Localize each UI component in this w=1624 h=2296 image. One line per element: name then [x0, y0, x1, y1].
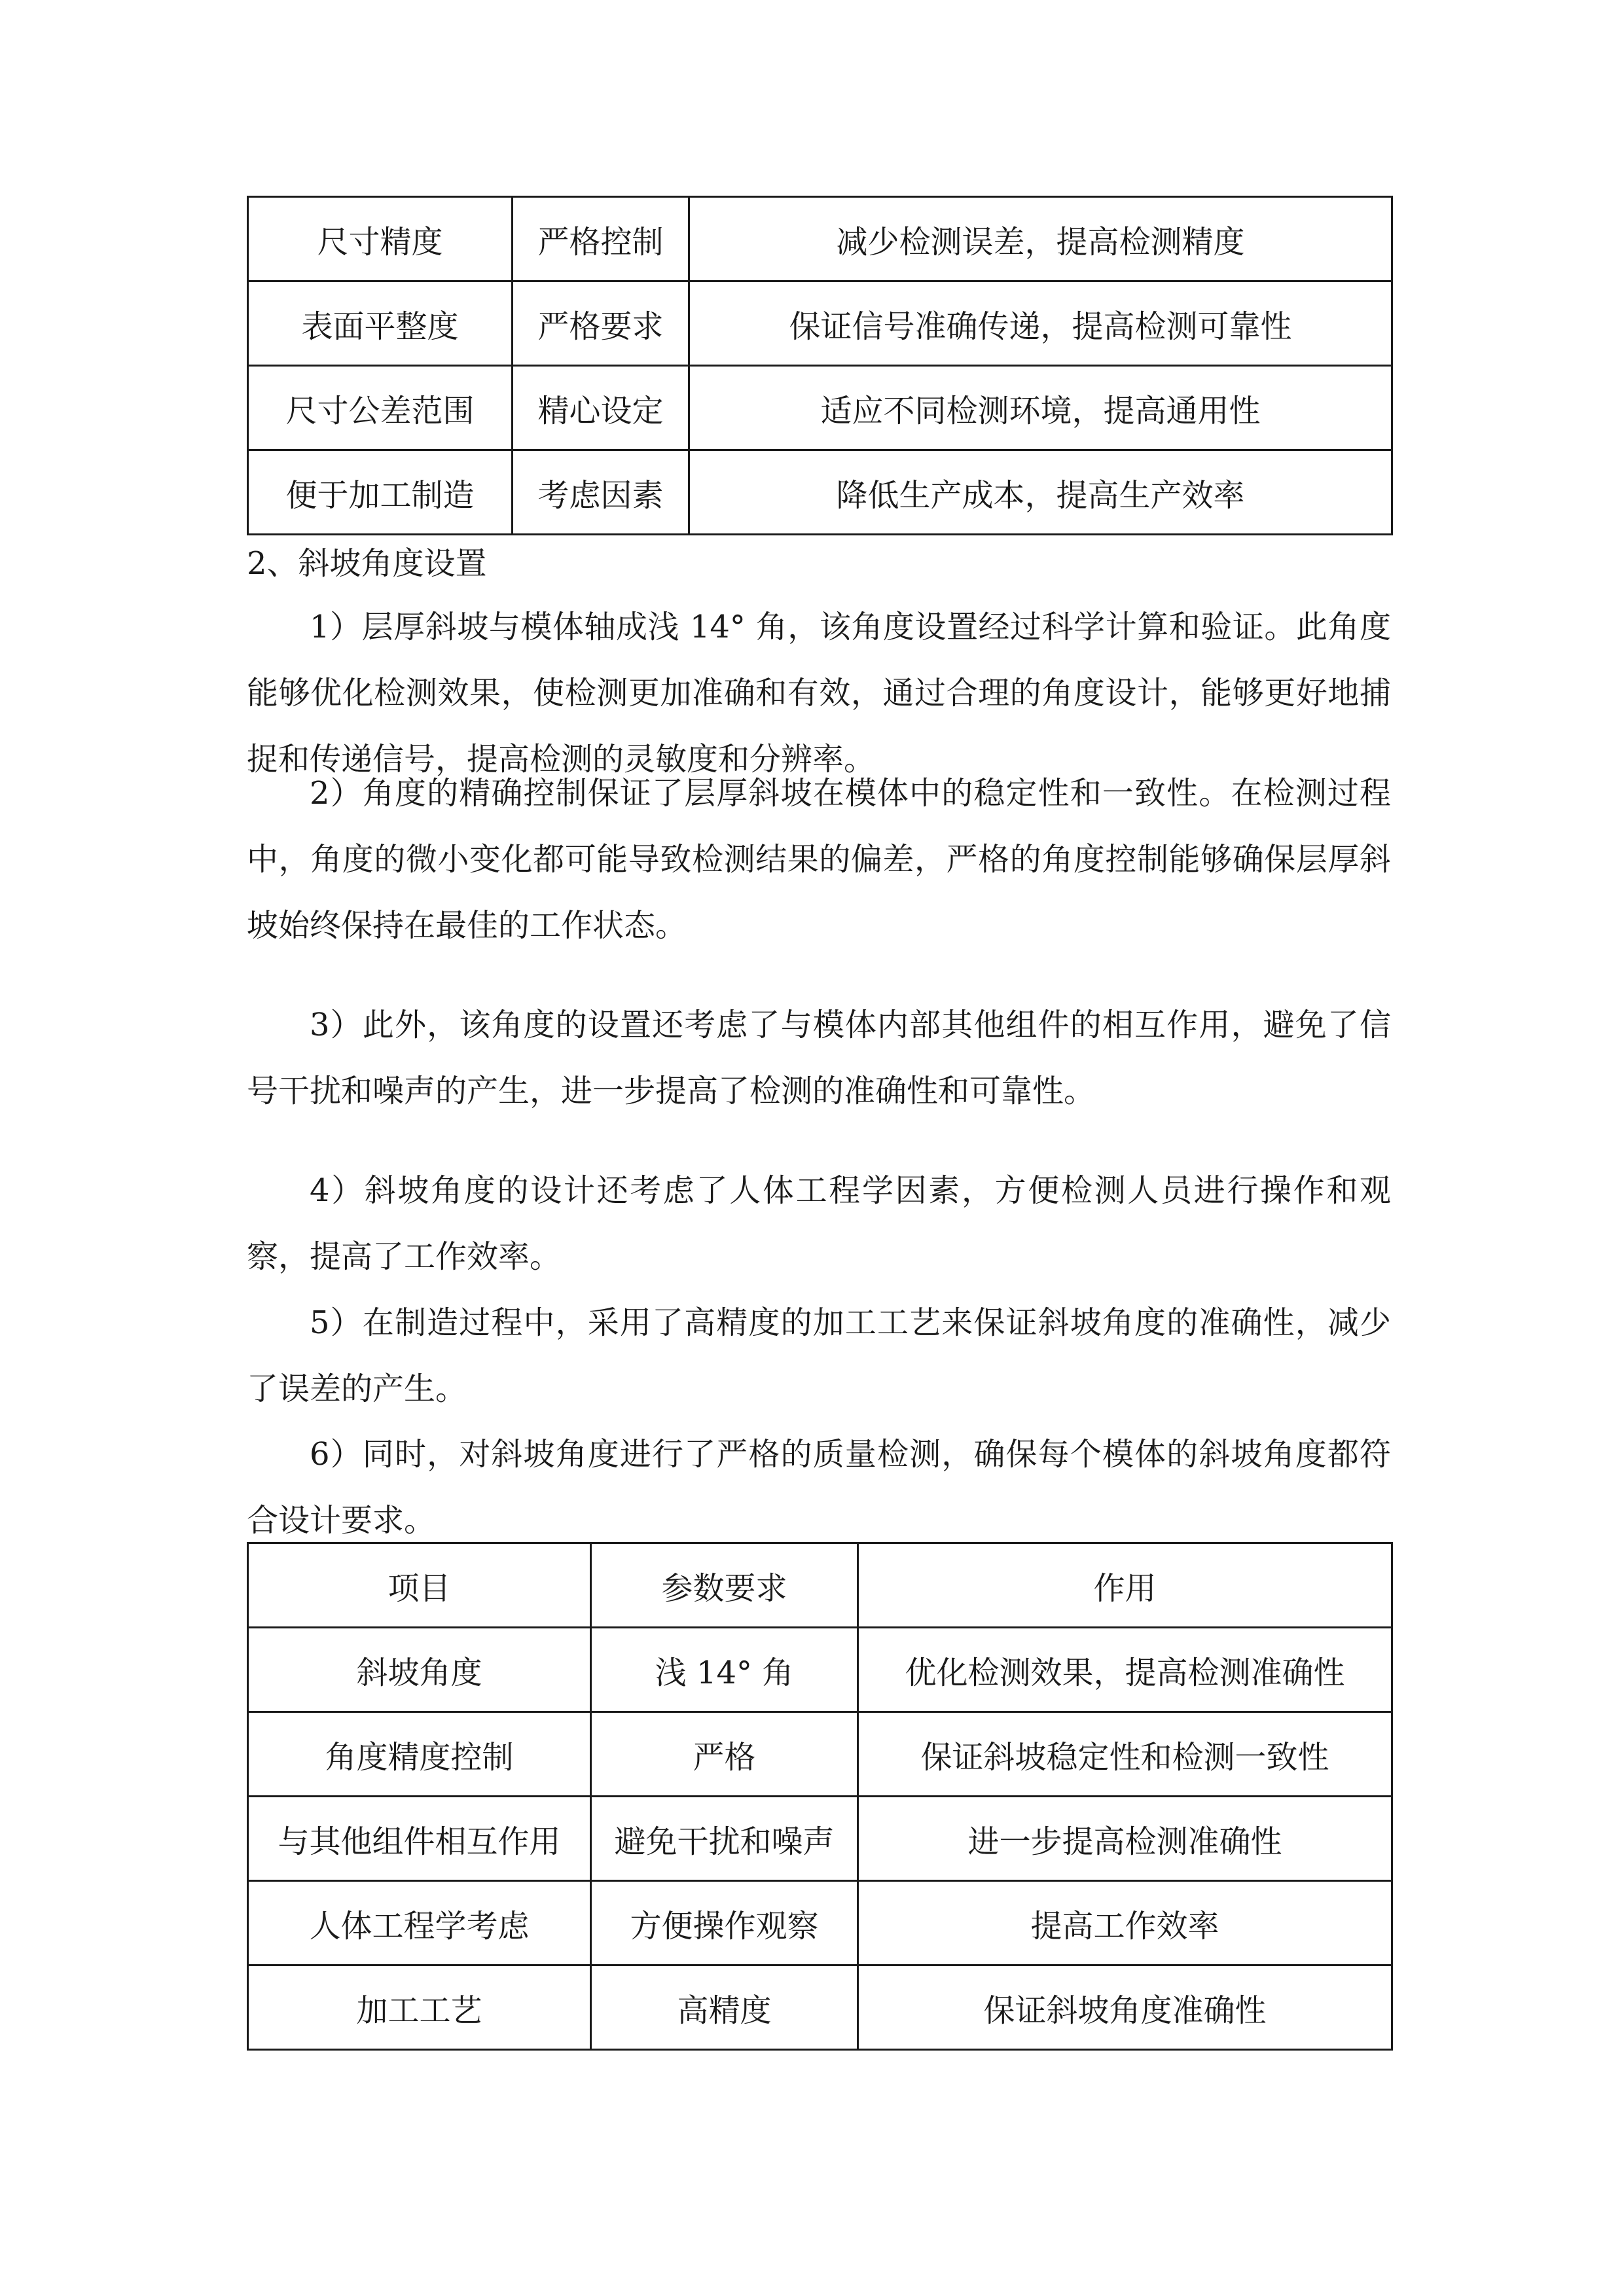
paragraph: 4）斜坡角度的设计还考虑了人体工程学因素，方便检测人员进行操作和观察，提高了工作效率。	[247, 1172, 1391, 1275]
table-header-cell: 参数要求	[591, 1543, 858, 1628]
table-cell: 严格控制	[513, 197, 689, 281]
table-cell: 严格	[591, 1712, 858, 1797]
table-row	[248, 1712, 1392, 1797]
paragraph: 1）层厚斜坡与模体轴成浅 14° 角，该角度设置经过科学计算和验证。此角度能够优化检测效果，使检测更加准确和有效，通过合理的角度设计，能够更好地捕捉和传递信号，提高检测的灵敏度和分辨率。	[247, 609, 1391, 778]
table-cell: 保证信号准确传递，提高检测可靠性	[689, 281, 1392, 366]
slope-angle-table	[247, 1542, 1393, 2051]
table-row	[248, 281, 1392, 366]
table-cell: 保证斜坡角度准确性	[858, 1965, 1392, 2050]
table-row	[248, 1797, 1392, 1881]
table-cell: 尺寸公差范围	[248, 366, 513, 450]
section-heading: 2、斜坡角度设置	[247, 545, 487, 582]
table-cell: 提高工作效率	[858, 1881, 1392, 1965]
table-cell: 便于加工制造	[248, 450, 513, 535]
table-cell: 浅 14° 角	[591, 1628, 858, 1712]
paragraph: 2）角度的精确控制保证了层厚斜坡在模体中的稳定性和一致性。在检测过程中，角度的微小变化都可能导致检测结果的偏差，严格的角度控制能够确保层厚斜坡始终保持在最佳的工作状态。	[247, 775, 1391, 944]
paragraph: 6）同时，对斜坡角度进行了严格的质量检测，确保每个模体的斜坡角度都符合设计要求。	[247, 1436, 1391, 1539]
table-cell: 降低生产成本，提高生产效率	[689, 450, 1392, 535]
table-row	[248, 1965, 1392, 2050]
table-cell: 进一步提高检测准确性	[858, 1797, 1392, 1881]
table-cell: 优化检测效果，提高检测准确性	[858, 1628, 1392, 1712]
table-header-row	[248, 1543, 1392, 1628]
table-row	[248, 450, 1392, 535]
table-cell: 保证斜坡稳定性和检测一致性	[858, 1712, 1392, 1797]
paragraph: 3）此外，该角度的设置还考虑了与模体内部其他组件的相互作用，避免了信号干扰和噪声的产生，进一步提高了检测的准确性和可靠性。	[247, 1007, 1391, 1109]
table-cell: 与其他组件相互作用	[248, 1797, 591, 1881]
paragraph: 5）在制造过程中，采用了高精度的加工工艺来保证斜坡角度的准确性，减少了误差的产生。	[247, 1304, 1391, 1407]
table-row	[248, 1881, 1392, 1965]
table-header-cell: 项目	[248, 1543, 591, 1628]
table-cell: 高精度	[591, 1965, 858, 2050]
table-row	[248, 197, 1392, 281]
table-row	[248, 366, 1392, 450]
table-cell: 适应不同检测环境，提高通用性	[689, 366, 1392, 450]
table-cell: 角度精度控制	[248, 1712, 591, 1797]
table-cell: 减少检测误差，提高检测精度	[689, 197, 1392, 281]
table-header-cell: 作用	[858, 1543, 1392, 1628]
table-cell: 考虑因素	[513, 450, 689, 535]
table-cell: 避免干扰和噪声	[591, 1797, 858, 1881]
table-cell: 人体工程学考虑	[248, 1881, 591, 1965]
table-cell: 严格要求	[513, 281, 689, 366]
table-cell: 表面平整度	[248, 281, 513, 366]
table-row	[248, 1628, 1392, 1712]
parameters-table-continued	[247, 196, 1393, 535]
table-cell: 精心设定	[513, 366, 689, 450]
table-cell: 斜坡角度	[248, 1628, 591, 1712]
table-cell: 加工工艺	[248, 1965, 591, 2050]
table-cell: 尺寸精度	[248, 197, 513, 281]
table-cell: 方便操作观察	[591, 1881, 858, 1965]
